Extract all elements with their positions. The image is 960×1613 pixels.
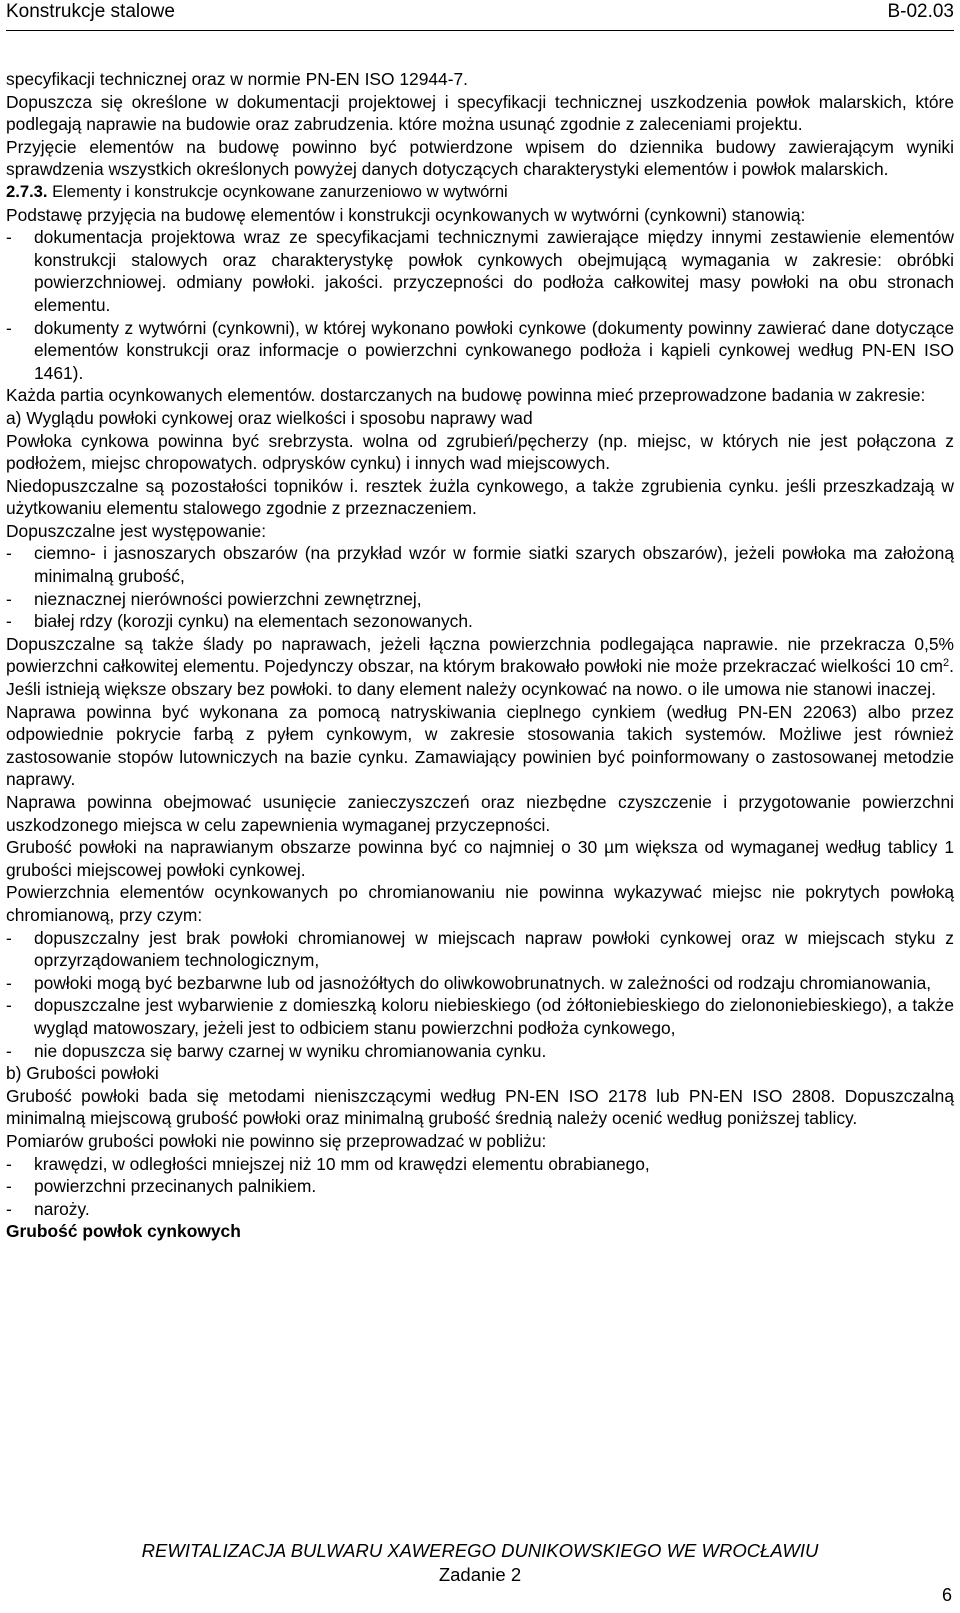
list-item xyxy=(6,588,954,611)
list-bullet: - xyxy=(6,611,12,632)
list-bullet: - xyxy=(6,972,12,993)
list-item xyxy=(6,1175,954,1198)
document-body xyxy=(6,68,954,1243)
list-item xyxy=(6,972,954,995)
list-bullet: - xyxy=(6,317,12,338)
superscript: 2 xyxy=(943,657,950,670)
list-item xyxy=(6,610,954,633)
list-bullet: - xyxy=(6,543,12,564)
list-bullet: - xyxy=(6,995,12,1016)
list-item xyxy=(6,317,954,385)
list-item-text: powierzchni przecinanych palnikiem. xyxy=(34,1176,317,1197)
list-bullet: - xyxy=(6,588,12,609)
list-item-text: dopuszczalne jest wybarwienie z domieszką koloru niebieskiego (od żółtoniebieskiego do zielononiebieskiego), a także wygląd matowoszary, jeżeli jest to odbiciem stanu powierzchni podłoża cynkowego, xyxy=(34,995,954,1038)
list-item-text: dopuszczalny jest brak powłoki chromianowej w miejscach napraw powłoki cynkowej oraz w miejscach styku z oprzyrządowaniem technologicznym, xyxy=(34,927,954,971)
footer-subtitle: Zadanie 2 xyxy=(438,1564,522,1585)
page-header xyxy=(6,0,954,31)
paragraph-text: Dopuszczalne są także ślady po naprawach, jeżeli łączna powierzchnia podlegająca naprawie. nie przekracza 0,5% powierzchni całkowitej elementu. Pojedynczy obszar, na którym brakowało powłoki nie może przekraczać wielkości 10 cm xyxy=(6,633,954,677)
paragraph: Dopuszcza się określone w dokumentacji projektowej i specyfikacji technicznej uszkodzenia powłok malarskich, które podlegają naprawie na budowie oraz zabrudzenia. które można usunąć zgodnie z zaleceniami projektu. xyxy=(6,91,954,135)
list-bullet: - xyxy=(6,1153,12,1174)
list-item xyxy=(6,1040,954,1063)
list-bullet: - xyxy=(6,1176,12,1197)
list-bullet: - xyxy=(6,927,12,948)
list-item-text: naroży. xyxy=(34,1198,90,1219)
section-number: 2.7.3. xyxy=(6,181,48,201)
paragraph: Powłoka cynkowa powinna być srebrzysta. wolna od zgrubień/pęcherzy (np. miejsc, w których nie jest połączona z podłożem, miejsc chropowatych. odprysków cynku) i innych wad miejscowych. xyxy=(6,430,954,474)
list-item-text: krawędzi, w odległości mniejszej niż 10 mm od krawędzi elementu obrabianego, xyxy=(34,1153,650,1174)
list-item-text: nie dopuszcza się barwy czarnej w wyniku chromianowania cynku. xyxy=(34,1040,547,1061)
list-item-text: dokumentacja projektowa wraz ze specyfikacjami technicznymi zawierające między innymi zestawienie elementów konstrukcji stalowych oraz charakterystykę powłok cynkowych obejmującą wymagania w zakresie: obróbki powierzchniowej. odmiany powłoki. jakości. przyczepności do podłoża całkowitej masy powłoki na obu stronach elementu. xyxy=(34,227,954,315)
list-item-text: nieznacznej nierówności powierzchni zewnętrznej, xyxy=(34,588,422,609)
list-bullet: - xyxy=(6,227,12,248)
list-item xyxy=(6,542,954,587)
paragraph-text: . Jeśli istnieją większe obszary bez powłoki. to dany element należy ocynkować na nowo. o ile umowa nie stanowi inaczej. xyxy=(6,656,954,700)
list-item-text: powłoki mogą być bezbarwne lub od jasnożółtych do oliwkowobrunatnych. w zależności od rodzaju chromianowania, xyxy=(34,972,932,993)
section-title: Elementy i konstrukcje ocynkowane zanurzeniowo w wytwórni xyxy=(47,181,508,201)
paragraph: Naprawa powinna obejmować usunięcie zanieczyszczeń oraz niezbędne czyszczenie i przygotowanie powierzchni uszkodzonego miejsca w celu zapewnienia wymaganej przyczepności. xyxy=(6,792,954,835)
paragraph: Każda partia ocynkowanych elementów. dostarczanych na budowę powinna mieć przeprowadzone badania w zakresie: xyxy=(6,385,926,406)
list-item-text: dokumenty z wytwórni (cynkowni), w której wykonano powłoki cynkowe (dokumenty powinny zawierać dane dotyczące elementów konstrukcji oraz informacje o powierzchni cynkowanego podłoża i kąpieli cynkowej według PN-EN ISO 1461). xyxy=(34,317,954,383)
page-footer xyxy=(0,1539,960,1587)
list-item xyxy=(6,1198,954,1221)
header-document-code: B-02.03 xyxy=(887,1,954,22)
list-item xyxy=(6,927,954,972)
list-item-text: białej rdzy (korozji cynku) na elementach sezonowanych. xyxy=(34,611,473,632)
list-item xyxy=(6,226,954,316)
footer-project-title: REWITALIZACJA BULWARU XAWEREGO DUNIKOWSKIEGO WE WROCŁAWIU xyxy=(141,1540,819,1561)
list-item xyxy=(6,994,954,1039)
paragraph: Dopuszczalne jest występowanie: xyxy=(6,520,267,541)
list-item-text: ciemno- i jasnoszarych obszarów (na przykład wzór w formie siatki szarych obszarów), jeżeli powłoka ma założoną minimalną grubość, xyxy=(34,543,954,587)
paragraph: Niedopuszczalne są pozostałości topników i. resztek żużla cynkowego, a także zgrubienia cynku. jeśli przeszkadzają w użytkowaniu elementu stalowego zgodnie z przeznaczeniem. xyxy=(6,475,954,519)
page-number: 6 xyxy=(941,1585,952,1605)
paragraph: Grubość powłoki na naprawianym obszarze powinna być co najmniej o 30 µm większa od wymaganej według tablicy 1 grubości miejscowej powłoki cynkowej. xyxy=(6,837,954,880)
list-item xyxy=(6,1153,954,1176)
subsection-heading: b) Grubości powłoki xyxy=(6,1063,159,1084)
list-bullet: - xyxy=(6,1198,12,1219)
paragraph xyxy=(6,633,954,701)
paragraph: Powierzchnia elementów ocynkowanych po chromianowaniu nie powinna wykazywać miejsc nie pokrytych powłoką chromianową, przy czym: xyxy=(6,882,954,925)
paragraph: specyfikacji technicznej oraz w normie PN-EN ISO 12944-7. xyxy=(6,69,469,89)
header-section-title: Konstrukcje stalowe xyxy=(6,1,175,22)
paragraph: Przyjęcie elementów na budowę powinno być potwierdzone wpisem do dziennika budowy zawierającym wyniki sprawdzenia wszystkich określonych powyżej danych dotyczących charakterystyki elementów i powłok malarskich. xyxy=(6,136,954,180)
section-heading xyxy=(6,181,954,204)
paragraph: Grubość powłoki bada się metodami nieniszczącymi według PN-EN ISO 2178 lub PN-EN ISO 2808. Dopuszczalną minimalną miejscową grubość powłoki oraz minimalną grubość średnią należy ocenić według poniższej tablicy. xyxy=(6,1085,954,1129)
subsection-heading: a) Wyglądu powłoki cynkowej oraz wielkości i sposobu naprawy wad xyxy=(6,407,533,428)
paragraph: Pomiarów grubości powłoki nie powinno się przeprowadzać w pobliżu: xyxy=(6,1130,547,1151)
table-heading: Grubość powłok cynkowych xyxy=(6,1221,241,1242)
paragraph: Podstawę przyjęcia na budowę elementów i konstrukcji ocynkowanych w wytwórni (cynkowni) stanowią: xyxy=(6,204,806,225)
paragraph: Naprawa powinna być wykonana za pomocą natryskiwania cieplnego cynkiem (według PN-EN 22063) albo przez odpowiednie pokrycie farbą z pyłem cynkowym, w zakresie stosowania takich systemów. Możliwe jest również zastosowanie stopów lutowniczych na bazie cynku. Zamawiający powinien być poinformowany o zastosowanej metodzie naprawy. xyxy=(6,701,954,790)
list-bullet: - xyxy=(6,1040,12,1061)
